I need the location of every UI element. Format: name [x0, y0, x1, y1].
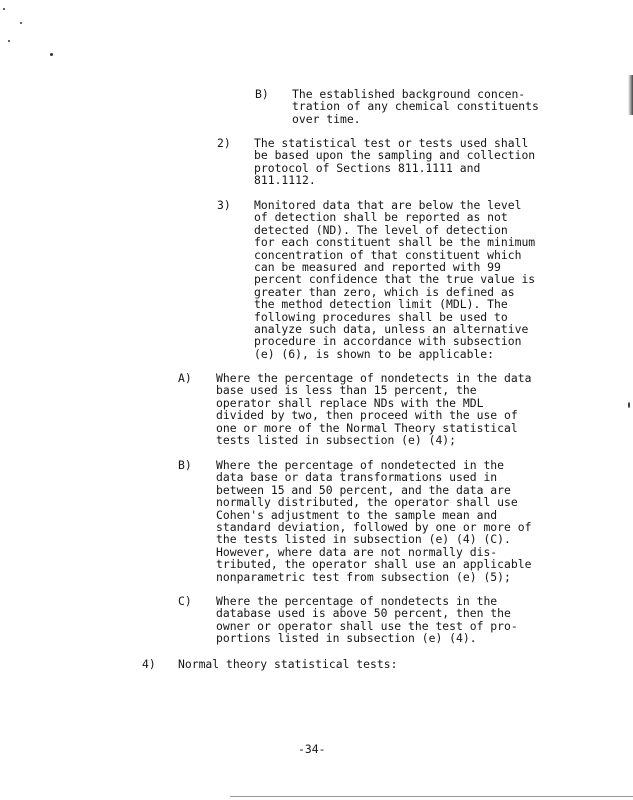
scan-speck — [628, 402, 630, 408]
text-line: Where the percentage of nondetected in the — [216, 458, 505, 472]
item-label: 2) — [217, 136, 231, 150]
text-line: standard deviation, followed by one or more of — [216, 520, 532, 535]
text-line: operator shall replace NDs with the MDL — [216, 395, 484, 410]
text-line: Normal theory statistical tests: — [178, 657, 398, 671]
text-line: for each constituent shall be the minimum — [254, 235, 536, 250]
item-label: 4) — [142, 657, 156, 671]
text-line: can be measured and reported with 99 — [254, 260, 501, 275]
item-label: 3) — [217, 198, 231, 212]
text-line: The established background concen- — [292, 87, 526, 101]
text-line: (e) (6), is shown to be applicable: — [254, 346, 495, 361]
item-label: C) — [178, 594, 192, 608]
item-label: B) — [255, 87, 269, 101]
text-line: divided by two, then proceed with the use of — [216, 408, 518, 423]
item-label: B) — [178, 458, 192, 472]
text-line: the method detection limit (MDL). The — [254, 297, 508, 312]
text-line: base used is less than 15 percent, the — [216, 383, 477, 398]
text-line: be based upon the sampling and collection — [254, 148, 536, 163]
text-line: detected (ND). The level of detection — [254, 222, 508, 237]
item-label: A) — [178, 371, 192, 385]
text-line: Cohen's adjustment to the sample mean and — [216, 507, 498, 522]
text-line: normally distributed, the operator shall use — [216, 495, 518, 510]
item-3-monitored-data — [217, 198, 536, 361]
text-line: owner or operator shall use the test of pro- — [216, 618, 518, 633]
text-line: Where the percentage of nondetects in the — [216, 594, 498, 608]
text-line: between 15 and 50 percent, and the data are — [216, 482, 511, 497]
scan-bottom-edge — [230, 796, 633, 797]
text-line: tributed, the operator shall use an applicable — [216, 557, 532, 572]
text-line: following procedures shall be used to — [254, 309, 508, 324]
subitem-c-above-50-percent — [178, 594, 518, 646]
text-line: tration of any chemical constituents — [292, 99, 539, 114]
scan-edge-shadow — [628, 75, 633, 115]
text-line: 811.1112. — [254, 173, 316, 188]
page-number: -34- — [298, 742, 326, 756]
scan-speck — [20, 22, 22, 24]
text-line: tests listed in subsection (e) (4); — [216, 433, 457, 448]
text-line: concentration of that constituent which — [254, 247, 522, 262]
text-line: procedure in accordance with subsection — [254, 334, 522, 349]
text-line: database used is above 50 percent, then the — [216, 606, 511, 621]
text-line: the tests listed in subsection (e) (4) (C). — [216, 532, 511, 547]
text-line: nonparametric test from subsection (e) (5); — [216, 569, 511, 584]
item-2-statistical-test — [217, 136, 536, 188]
text-line: portions listed in subsection (e) (4). — [216, 631, 477, 646]
text-line: Monitored data that are below the level — [254, 198, 522, 212]
text-line: over time. — [292, 111, 361, 126]
item-4-normal-theory-tests — [142, 657, 398, 671]
text-line: However, where data are not normally dis- — [216, 544, 498, 559]
scan-speck — [3, 8, 5, 10]
text-line: greater than zero, which is defined as — [254, 284, 515, 299]
text-line: one or more of the Normal Theory statistical — [216, 420, 518, 435]
scan-speck — [50, 53, 53, 56]
text-line: data base or data transformations used in — [216, 470, 498, 485]
text-line: The statistical test or tests used shall — [254, 136, 529, 150]
scan-speck — [8, 40, 10, 42]
subitem-b-established — [255, 87, 539, 126]
text-line: protocol of Sections 811.1111 and — [254, 160, 481, 175]
subitem-b-15-to-50-percent — [178, 458, 532, 584]
text-line: percent confidence that the true value is — [254, 272, 536, 287]
text-line: analyze such data, unless an alternative — [254, 322, 529, 337]
text-line: of detection shall be reported as not — [254, 210, 508, 225]
subitem-a-under-15-percent — [178, 371, 532, 448]
text-line: Where the percentage of nondetects in the data — [216, 371, 532, 385]
